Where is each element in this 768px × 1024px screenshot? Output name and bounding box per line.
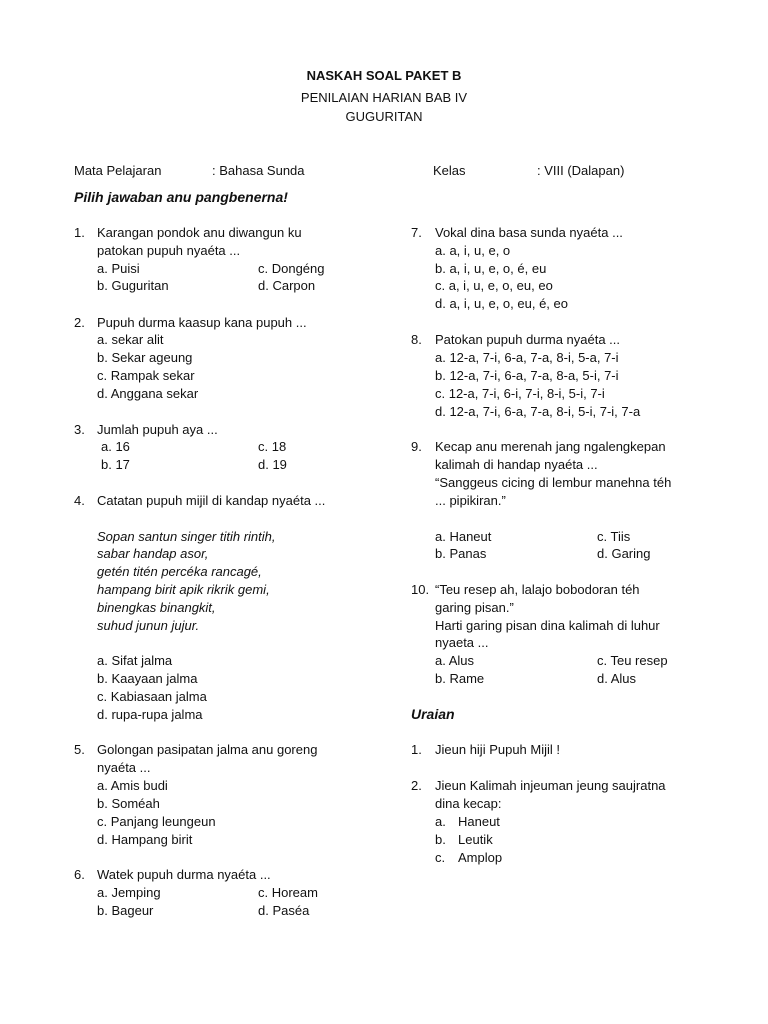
option: c. a, i, u, e, o, eu, eo [435, 278, 553, 293]
option: b. a, i, u, e, o, é, eu [435, 261, 547, 276]
option: b. Bageur [97, 903, 154, 918]
option: c. Tiis [597, 529, 631, 544]
class-label: Kelas [433, 163, 466, 178]
question-number: 4. [74, 493, 85, 508]
subject-value: : Bahasa Sunda [212, 163, 305, 178]
essay-heading: Uraian [411, 706, 455, 722]
question-number: 8. [411, 332, 422, 347]
essay-question-text: dina kecap: [435, 796, 502, 811]
question-text: nyaeta ... [435, 635, 489, 650]
option: d. Hampang birit [97, 832, 193, 847]
poem-line: binengkas binangkit, [97, 600, 216, 615]
question-text: Watek pupuh durma nyaéta ... [97, 867, 271, 882]
poem-line: sabar handap asor, [97, 546, 209, 561]
question-number: 10. [411, 582, 430, 597]
option: a. Haneut [435, 529, 492, 544]
list-item-letter: c. [435, 850, 446, 865]
poem-line: getén titén percéka rancagé, [97, 564, 262, 579]
option: d. Paséa [258, 903, 310, 918]
option: d. rupa-rupa jalma [97, 707, 203, 722]
option: a. a, i, u, e, o [435, 243, 511, 258]
option: a. Amis budi [97, 778, 168, 793]
question-quote: “Teu resep ah, lalajo bobodoran téh [435, 582, 640, 597]
option: b. Sekar ageung [97, 350, 193, 365]
option: d. 12-a, 7-i, 6-a, 7-a, 8-i, 5-i, 7-i, 7-a [435, 404, 641, 419]
option: c. 18 [258, 439, 287, 454]
question-number: 7. [411, 225, 422, 240]
page-subtitle-topic: GUGURITAN [345, 109, 423, 124]
question-text: Catatan pupuh mijil di kandap nyaéta ... [97, 493, 326, 508]
option: c. 12-a, 7-i, 6-i, 7-i, 8-i, 5-i, 7-i [435, 386, 605, 401]
option: b. Kaayaan jalma [97, 671, 198, 686]
poem-line: Sopan santun singer titih rintih, [97, 529, 276, 544]
question-number: 5. [74, 742, 85, 757]
question-text: nyaéta ... [97, 760, 151, 775]
option: b. Soméah [97, 796, 160, 811]
option: c. Hoream [258, 885, 318, 900]
question-text: Vokal dina basa sunda nyaéta ... [435, 225, 623, 240]
option: a. Sifat jalma [97, 653, 173, 668]
option: b. Rame [435, 671, 485, 686]
question-number: 2. [411, 778, 422, 793]
option: a. 12-a, 7-i, 6-a, 7-a, 8-i, 5-a, 7-i [435, 350, 619, 365]
question-text: Harti garing pisan dina kalimah di luhur [435, 618, 660, 633]
list-item: Leutik [458, 832, 493, 847]
option: d. Anggana sekar [97, 386, 199, 401]
option: a. Alus [435, 653, 475, 668]
option: b. Guguritan [97, 278, 169, 293]
question-number: 1. [411, 742, 422, 757]
instruction: Pilih jawaban anu pangbenerna! [74, 189, 288, 205]
poem-line: hampang birit apik rikrik gemi, [97, 582, 270, 597]
option: d. Garing [597, 546, 651, 561]
option: c. Teu resep [597, 653, 668, 668]
question-number: 9. [411, 439, 422, 454]
option: b. Panas [435, 546, 487, 561]
page-title: NASKAH SOAL PAKET B [306, 68, 462, 83]
question-text: patokan pupuh nyaéta ... [97, 243, 241, 258]
option: d. a, i, u, e, o, eu, é, eo [435, 296, 568, 311]
question-quote: “Sanggeus cicing di lembur manehna téh [435, 475, 672, 490]
page-subtitle: PENILAIAN HARIAN BAB IV [300, 90, 468, 105]
question-text: Golongan pasipatan jalma anu goreng [97, 742, 318, 757]
option: c. Kabiasaan jalma [97, 689, 207, 704]
option: a. Puisi [97, 261, 140, 276]
option: c. Panjang leungeun [97, 814, 216, 829]
question-number: 2. [74, 315, 85, 330]
option: a. sekar alit [97, 332, 164, 347]
option: a. Jemping [97, 885, 161, 900]
option: c. Dongéng [258, 261, 325, 276]
question-text: Kecap anu merenah jang ngalengkepan [435, 439, 666, 454]
list-item: Haneut [458, 814, 500, 829]
question-text: Pupuh durma kaasup kana pupuh ... [97, 315, 307, 330]
list-item: Amplop [458, 850, 503, 865]
subject-label: Mata Pelajaran [74, 163, 162, 178]
question-quote: ... pipikiran.” [435, 493, 506, 508]
option: d. Carpon [258, 278, 316, 293]
essay-question-text: Jieun hiji Pupuh Mijil ! [435, 742, 561, 757]
question-quote: garing pisan.” [435, 600, 514, 615]
option: b. 17 [101, 457, 130, 472]
list-item-letter: b. [435, 832, 446, 847]
question-text: Karangan pondok anu diwangun ku [97, 225, 302, 240]
list-item-letter: a. [435, 814, 446, 829]
poem-line: suhud junun jujur. [97, 618, 200, 633]
class-value: : VIII (Dalapan) [537, 163, 625, 178]
question-text: Jumlah pupuh aya ... [97, 422, 218, 437]
option: d. 19 [258, 457, 287, 472]
option: a. 16 [101, 439, 130, 454]
question-number: 3. [74, 422, 85, 437]
question-text: kalimah di handap nyaéta ... [435, 457, 598, 472]
question-number: 6. [74, 867, 85, 882]
option: b. 12-a, 7-i, 6-a, 7-a, 8-a, 5-i, 7-i [435, 368, 619, 383]
option: d. Alus [597, 671, 637, 686]
question-text: Patokan pupuh durma nyaéta ... [435, 332, 621, 347]
essay-question-text: Jieun Kalimah injeuman jeung saujratna [435, 778, 666, 793]
question-number: 1. [74, 225, 85, 240]
option: c. Rampak sekar [97, 368, 195, 383]
